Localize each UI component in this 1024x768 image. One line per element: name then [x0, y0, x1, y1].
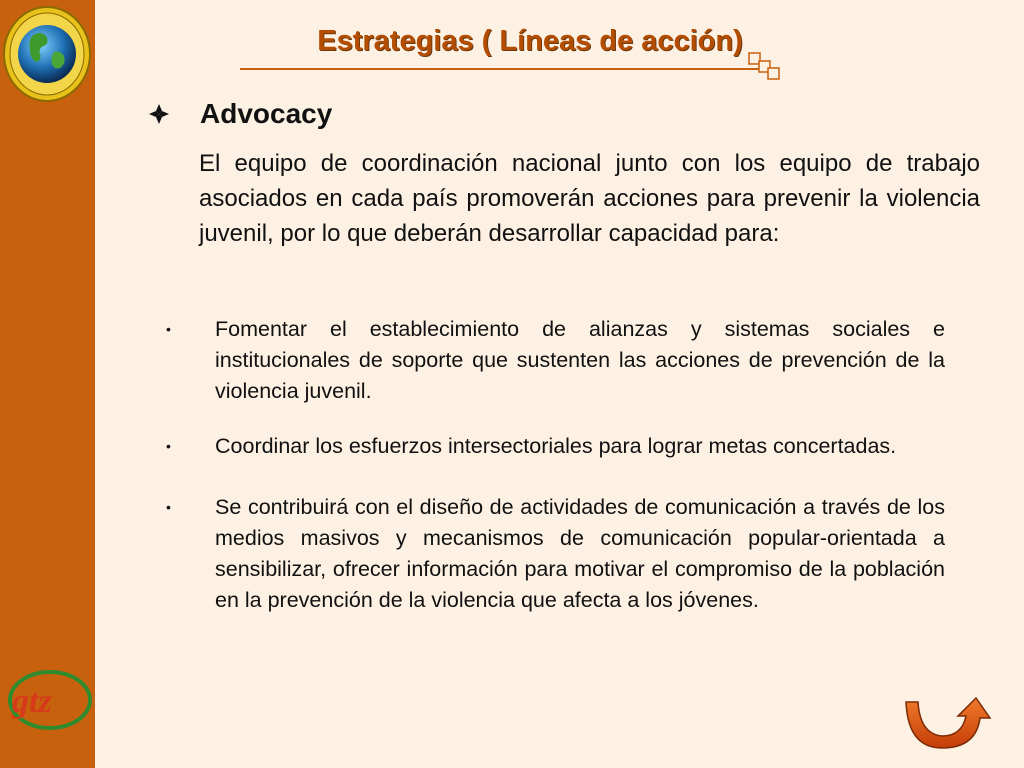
slide-title: Estrategias ( Líneas de acción) — [317, 25, 743, 57]
title-underline — [240, 68, 768, 70]
gtz-logo — [2, 668, 94, 732]
heading-text: Advocacy — [200, 98, 333, 129]
bullet-marker: • — [166, 438, 171, 454]
intro-paragraph: El equipo de coordinación nacional junto con los equipo de trabajo asociados en cada país promoverán acciones para prevenir la violencia juvenil, por lo que deberán desarrollar capacidad para: — [199, 150, 980, 247]
decorative-squares — [748, 52, 782, 80]
list-item — [160, 314, 945, 407]
list-item — [160, 431, 945, 462]
globe-seal-logo — [2, 2, 92, 102]
diamond-bullet-icon — [148, 103, 170, 125]
return-arrow-icon[interactable] — [900, 694, 994, 750]
list-item-text: Coordinar los esfuerzos intersectoriales para lograr metas concertadas. — [215, 434, 897, 458]
svg-text:gtz: gtz — [12, 683, 52, 720]
bullet-marker: • — [166, 321, 171, 337]
bullet-list — [160, 314, 945, 616]
bullet-marker: • — [166, 499, 171, 515]
list-item-text: Se contribuirá con el diseño de actividades de comunicación a través de los medios masivos y mecanismos de comunicación popular-orientada a sensibilizar, ofrecer información para motivar el compromiso de la población en la prevención de la violencia que afecta a los jóvenes. — [215, 495, 945, 612]
list-item — [160, 492, 945, 616]
list-item-text: Fomentar el establecimiento de alianzas y sistemas sociales e institucionales de soporte que sustenten las acciones de prevención de la violencia juvenil. — [215, 317, 945, 403]
sidebar-band — [0, 0, 95, 768]
